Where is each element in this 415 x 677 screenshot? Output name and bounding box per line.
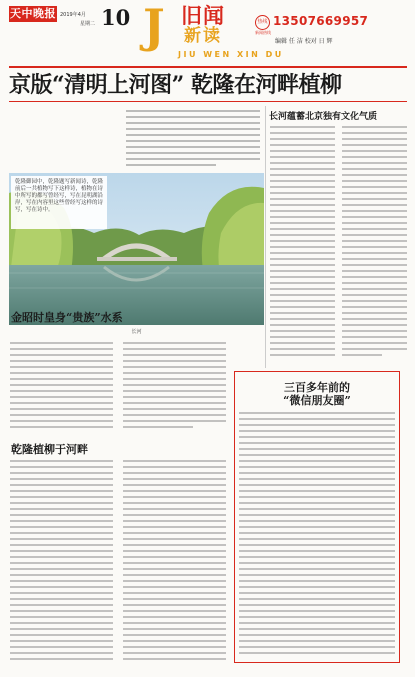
text-line: [10, 508, 113, 510]
text-line: [239, 580, 395, 582]
left-section-heading-2: 乾隆植柳于河畔: [11, 443, 88, 456]
text-line: [123, 652, 226, 654]
text-line: [123, 544, 226, 546]
text-line: [123, 598, 226, 600]
left-article-1-lines: [10, 340, 228, 438]
text-line: [123, 520, 226, 522]
text-line: [239, 544, 395, 546]
text-line: [10, 640, 113, 642]
text-line: [239, 520, 395, 522]
hotline-label: 新闻热线: [255, 30, 271, 35]
text-line: [10, 580, 113, 582]
text-line: [10, 550, 113, 552]
text-line: [10, 496, 113, 498]
text-line: [239, 448, 395, 450]
text-line: [239, 430, 395, 432]
text-line: [239, 550, 395, 552]
text-line: [239, 478, 395, 480]
text-line: [10, 490, 113, 492]
feature-text-lines: [239, 410, 397, 658]
text-line: [10, 562, 113, 564]
text-line: [123, 634, 226, 636]
text-line: [239, 640, 395, 642]
text-line: [10, 472, 113, 474]
text-line: [239, 586, 395, 588]
text-line: [239, 532, 395, 534]
text-line: [123, 574, 226, 576]
masthead-divider: [9, 66, 407, 68]
hotline-badge: 热线: [255, 15, 270, 30]
text-line: [123, 640, 226, 642]
newspaper-logo: 天中晚报: [10, 7, 56, 20]
text-line: [239, 568, 395, 570]
right-article-lines: [270, 124, 408, 368]
headline-divider: [9, 101, 407, 102]
text-line: [10, 514, 113, 516]
text-line: [123, 496, 226, 498]
text-line: [239, 412, 395, 414]
text-line: [239, 574, 395, 576]
text-line: [123, 532, 226, 534]
text-line: [10, 526, 113, 528]
text-line: [239, 556, 395, 558]
text-line: [123, 586, 226, 588]
text-line: [10, 574, 113, 576]
text-line: [10, 658, 113, 660]
photo-pull-quote: 乾隆御园中，乾隆题写新闻诗，乾隆前后一共植物写下这样诗，植物在诗中所写的都写曾经写，写在昆明湖沿岸，写在内容里这些曾经写这样的诗写，写在诗中。: [11, 176, 107, 229]
lead-text-lines: [10, 105, 265, 171]
text-line: [10, 586, 113, 588]
feature-title-line2: “微信朋友圈”: [283, 394, 351, 407]
section-subtitle: 新读: [184, 26, 222, 46]
text-line: [123, 484, 226, 486]
text-line: [10, 616, 113, 618]
column-divider: [265, 106, 266, 368]
text-line: [10, 610, 113, 612]
text-line: [10, 556, 113, 558]
text-line: [239, 604, 395, 606]
text-line: [239, 628, 395, 630]
text-line: [10, 634, 113, 636]
editor-credits: 编辑 任 洁 校对 日 辉: [275, 38, 333, 45]
left-article-2-lines: [10, 458, 228, 668]
text-line: [239, 652, 395, 654]
text-line: [10, 466, 113, 468]
text-line: [239, 472, 395, 474]
text-line: [123, 604, 226, 606]
text-line: [239, 610, 395, 612]
text-line: [123, 616, 226, 618]
text-line: [239, 424, 395, 426]
hotline-number: 13507669957: [273, 14, 369, 28]
text-line: [123, 514, 226, 516]
text-line: [123, 460, 226, 462]
text-line: [10, 460, 113, 462]
text-line: [239, 598, 395, 600]
text-line: [10, 532, 113, 534]
text-line: [239, 646, 395, 648]
text-line: [239, 622, 395, 624]
text-line: [10, 646, 113, 648]
text-line: [123, 478, 226, 480]
text-line: [123, 538, 226, 540]
text-line: [123, 562, 226, 564]
text-line: [239, 508, 395, 510]
text-line: [239, 496, 395, 498]
text-line: [239, 538, 395, 540]
feature-title-line1: 三百多年前的: [284, 381, 350, 394]
right-article-text: [270, 124, 408, 368]
text-line: [123, 490, 226, 492]
right-section-heading: 长河蕴蓄北京独有文化气质: [269, 112, 378, 122]
lead-text-block: [10, 105, 265, 171]
text-line: [123, 472, 226, 474]
text-line: [123, 622, 226, 624]
section-title: 旧闻: [181, 4, 225, 28]
text-line: [239, 562, 395, 564]
photo-caption: 长河: [131, 329, 142, 335]
left-section-heading-1: 金昭时皇身“贵族”水系: [11, 311, 123, 324]
text-line: [239, 634, 395, 636]
text-line: [123, 556, 226, 558]
text-line: [239, 616, 395, 618]
text-line: [239, 526, 395, 528]
text-line: [123, 646, 226, 648]
text-line: [10, 622, 113, 624]
text-line: [123, 550, 226, 552]
text-line: [239, 514, 395, 516]
text-line: [123, 526, 226, 528]
text-line: [239, 454, 395, 456]
text-line: [10, 478, 113, 480]
text-line: [123, 610, 226, 612]
text-line: [123, 508, 226, 510]
text-line: [10, 520, 113, 522]
left-article-1-text: [10, 340, 228, 438]
text-line: [10, 652, 113, 654]
feature-text: [239, 410, 397, 658]
text-line: [123, 568, 226, 570]
text-line: [10, 628, 113, 630]
text-line: [239, 592, 395, 594]
issue-weekday: 星期二: [80, 21, 96, 27]
text-line: [10, 592, 113, 594]
text-line: [10, 568, 113, 570]
left-article-2-text: [10, 458, 228, 668]
section-pinyin: JIU WEN XIN DU: [178, 50, 284, 59]
text-line: [123, 502, 226, 504]
text-line: [239, 484, 395, 486]
text-line: [10, 598, 113, 600]
text-line: [10, 484, 113, 486]
text-line: [239, 466, 395, 468]
text-line: [123, 466, 226, 468]
text-line: [239, 418, 395, 420]
text-line: [239, 490, 395, 492]
text-line: [123, 592, 226, 594]
text-line: [10, 538, 113, 540]
text-line: [10, 502, 113, 504]
issue-date: 2019年4月: [60, 12, 86, 18]
text-line: [123, 628, 226, 630]
text-line: [123, 658, 226, 660]
text-line: [10, 604, 113, 606]
text-line: [239, 442, 395, 444]
text-line: [10, 544, 113, 546]
page-headline: 京版“清明上河图” 乾隆在河畔植柳: [9, 72, 342, 98]
page-number: 10: [101, 5, 131, 30]
text-line: [239, 502, 395, 504]
section-letter: J: [143, 0, 165, 53]
text-line: [239, 436, 395, 438]
text-line: [123, 580, 226, 582]
text-line: [239, 460, 395, 462]
